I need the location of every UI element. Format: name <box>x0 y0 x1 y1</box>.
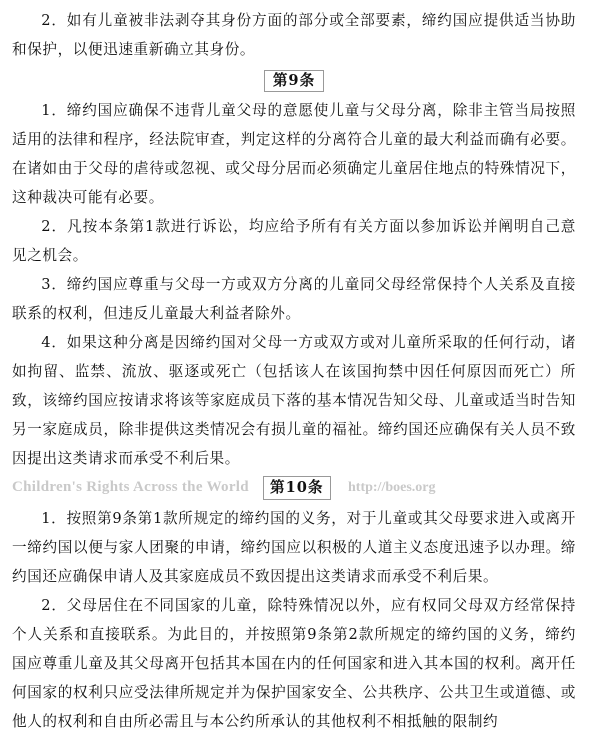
watermark-row <box>12 475 576 504</box>
watermark-site-name: Children's Rights Across the World <box>12 479 249 495</box>
article9-paragraph-3: 3．缔约国应尊重与父母一方或双方分离的儿童同父母经常保持个人关系及直接联系的权利，但违反儿童最大利益者除外。 <box>12 276 576 322</box>
watermark-url: http://boes.org <box>348 480 436 495</box>
article9-paragraph-4: 4．如果这种分离是因缔约国对父母一方或双方或对儿童所采取的任何行动，诸如拘留、监禁、流放、驱逐或死亡（包括该人在该国拘禁中因任何原因而死亡）所致，该缔约国应按请求将该等家庭成员下落的基本情况告知父母、儿童或适当时告知另一家庭成员，除非提供这类情况会有损儿童的福祉。缔约国还应确保有关人员不致因提出这类请求而承受不利后果。 <box>12 334 576 467</box>
article10-paragraph-2: 2．父母居住在不同国家的儿童，除特殊情况以外，应有权同父母双方经常保持个人关系和直接联系。为此目的，并按照第9条第2款所规定的缔约国的义务，缔约国应尊重儿童及其父母离开包括其本国在内的任何国家和进入其本国的权利。离开任何国家的权利只应受法律所规定并为保护国家安全、公共秩序、公共卫生或道德、或他人的权利和自由所必需且与本公约所承认的其他权利不相抵触的限制约 <box>12 597 576 730</box>
article9-paragraph-2: 2．凡按本条第1款进行诉讼，均应给予所有有关方面以参加诉讼并阐明自己意见之机会。 <box>12 218 576 264</box>
article8-paragraph-2: 2．如有儿童被非法剥夺其身份方面的部分或全部要素，缔约国应提供适当协助和保护，以便迅速重新确立其身份。 <box>12 12 576 58</box>
article10-heading: 第10条 <box>263 476 331 500</box>
article9-heading-label: 第9条 <box>264 70 324 92</box>
article9-paragraph-1: 1．缔约国应确保不违背儿童父母的意愿使儿童与父母分离，除非主管当局按照适用的法律和程序，经法院审查，判定这样的分离符合儿童的最大利益而确有必要。在诸如由于父母的虐待或忽视、或父母分居而必须确定儿童居住地点的特殊情况下，这种裁决可能有必要。 <box>12 102 576 206</box>
article9-heading <box>12 66 576 95</box>
article10-paragraph-1: 1．按照第9条第1款所规定的缔约国的义务，对于儿童或其父母要求进入或离开一缔约国以便与家人团聚的申请，缔约国应以积极的人道主义态度迅速予以办理。缔约国还应确保申请人及其家庭成员不致因提出这类请求而承受不利后果。 <box>12 510 576 585</box>
